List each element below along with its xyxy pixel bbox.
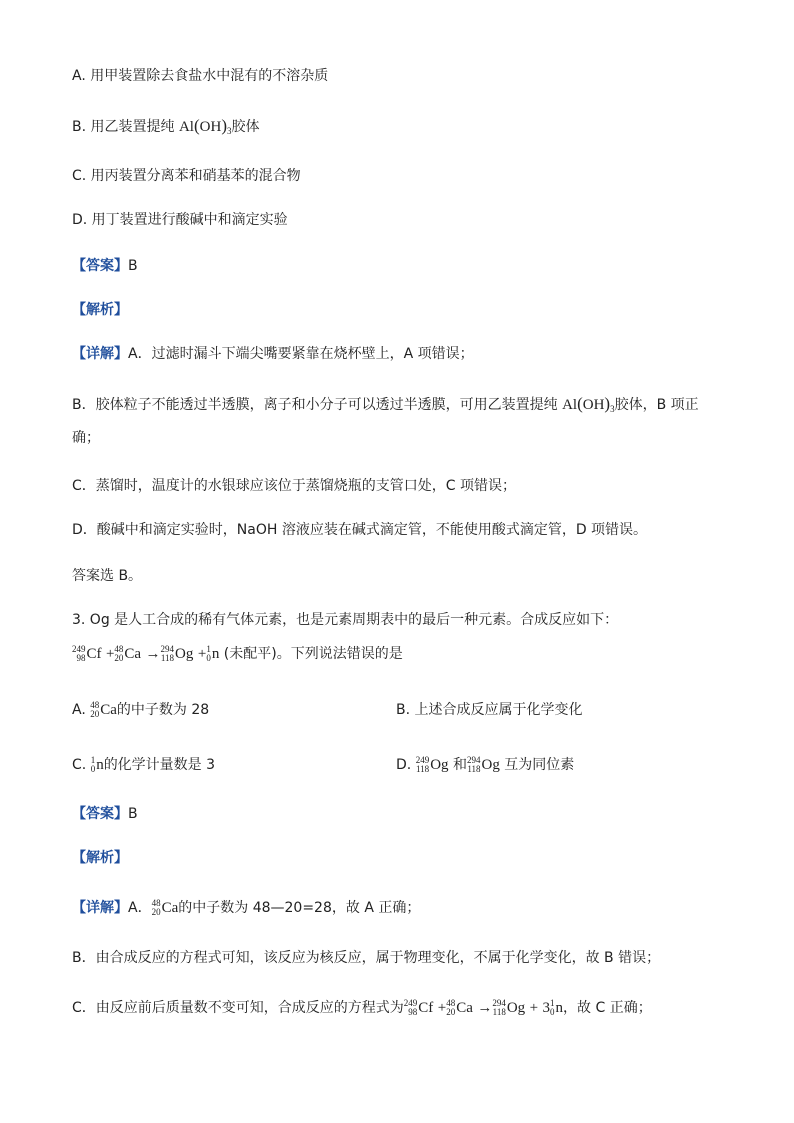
analysis-q2-line3: 确； [72, 430, 100, 446]
mass-number: 1 [206, 644, 211, 654]
option-q2-b-prefix: B. 用乙装置提纯 [72, 119, 179, 135]
analysis-q2-line2-suffix: 胶体，B 项正 [614, 397, 699, 413]
plus-sign: + [529, 1000, 539, 1016]
analysis-tag: 【解析】 [72, 302, 128, 318]
answer-value: B [128, 806, 138, 822]
detail-tag: 【详解】 [72, 900, 128, 916]
analysis-tag: 【解析】 [72, 850, 128, 866]
isotope-og-249 [416, 756, 430, 774]
mass-number: 48 [90, 700, 100, 710]
paren-close: ) [604, 394, 611, 413]
option-suffix: 互为同位素 [504, 757, 575, 773]
mass-number: 249 [403, 998, 418, 1008]
plus-sign: + [437, 1000, 447, 1016]
element-ca: Ca [100, 702, 117, 718]
isotope-ca [114, 645, 123, 663]
mass-number: 1 [90, 755, 96, 765]
analysis-q3-tag [72, 848, 128, 868]
answer-value: B [128, 258, 138, 274]
analysis-q2-line2 [72, 394, 699, 419]
mass-number: 48 [114, 644, 124, 654]
option-suffix: 的化学计量数是 3 [103, 757, 216, 773]
option-q3-d [396, 755, 574, 775]
element-cf: Cf [86, 646, 102, 662]
isotope-n [206, 645, 211, 663]
equation-note: (未配平)。下列说法错误的是 [223, 646, 403, 662]
answer-q3 [72, 804, 138, 824]
formula-al: Al [178, 119, 194, 135]
analysis-q3-lineB: B．由合成反应的方程式可知，该反应为核反应，属于物理变化，不属于化学变化，故 B 错误； [72, 950, 661, 966]
answer-tag: 【答案】 [72, 806, 128, 822]
detail-tag: 【详解】 [72, 346, 128, 362]
atomic-number: 0 [90, 764, 96, 774]
line-suffix: 的中子数为 48—20=28，故 A 正确； [178, 900, 421, 916]
mass-number: 294 [492, 998, 506, 1008]
atomic-number: 118 [467, 764, 481, 774]
element-n: n [96, 757, 104, 773]
formula-oh: OH [199, 119, 222, 135]
isotope-og-294 [467, 756, 481, 774]
atomic-number: 20 [90, 709, 100, 719]
arrow-icon: → [477, 1000, 493, 1016]
option-prefix: A. [72, 702, 91, 718]
formula-subscript: 3 [610, 404, 615, 414]
analysis-q2-line2-prefix: B．胶体粒子不能透过半透膜，离子和小分子可以透过半透膜，可用乙装置提纯 [72, 397, 563, 413]
atomic-number: 0 [550, 1007, 555, 1017]
element-n: n [555, 1000, 564, 1016]
atomic-number: 118 [492, 1007, 506, 1017]
analysis-q2-line4: C．蒸馏时，温度计的水银球应该位于蒸馏烧瓶的支管口处，C 项错误； [72, 478, 516, 494]
option-q2-b-suffix: 胶体 [231, 119, 260, 135]
isotope-ca [446, 999, 455, 1017]
mass-number: 294 [466, 755, 481, 765]
option-q2-a: A. 用甲装置除去食盐水中混有的不溶杂质 [72, 68, 329, 84]
mass-number: 48 [446, 998, 456, 1008]
atomic-number: 118 [160, 653, 175, 663]
element-n: n [211, 646, 220, 662]
analysis-q2-text1: A．过滤时漏斗下端尖嘴要紧靠在烧杯壁上，A 项错误； [128, 346, 474, 362]
element-cf: Cf [418, 1000, 434, 1016]
paren-open: ( [577, 394, 583, 413]
atomic-number: 20 [114, 653, 124, 663]
paren-close: ) [221, 116, 227, 135]
formula-oh: OH [582, 397, 605, 413]
atomic-number: 20 [151, 907, 161, 917]
answer-q2 [72, 256, 138, 276]
option-q2-c: C. 用丙装置分离苯和硝基苯的混合物 [72, 168, 301, 184]
option-q3-c [72, 755, 215, 775]
analysis-q3-lineA [72, 898, 420, 918]
mass-number: 249 [72, 644, 86, 654]
option-q3-b: B. 上述合成反应属于化学变化 [396, 702, 583, 718]
line-prefix: C．由反应前后质量数不变可知，合成反应的方程式为 [72, 1000, 404, 1016]
analysis-q3-lineC [72, 998, 652, 1018]
option-suffix: 的中子数为 28 [116, 702, 210, 718]
option-mid: 和 [452, 757, 467, 773]
isotope-cf [72, 645, 86, 663]
isotope-cf [404, 999, 418, 1017]
element-ca: Ca [161, 900, 179, 916]
formula-al: Al [562, 397, 578, 413]
mass-number: 294 [160, 644, 175, 654]
option-q2-b [72, 116, 259, 141]
line-prefix: A． [128, 900, 152, 916]
element-og: Og [175, 646, 194, 662]
atomic-number: 118 [416, 764, 430, 774]
isotope-ca [152, 899, 161, 917]
mass-number: 1 [550, 998, 555, 1008]
answer-tag: 【答案】 [72, 258, 128, 274]
isotope-og [161, 645, 175, 663]
atomic-number: 20 [446, 1007, 456, 1017]
element-og: Og [506, 1000, 526, 1016]
mass-number: 249 [415, 755, 430, 765]
option-prefix: D. [396, 757, 416, 773]
analysis-q2-line5: D．酸碱中和滴定实验时，NaOH 溶液应装在碱式滴定管，不能使用酸式滴定管，D 项错误。 [72, 522, 648, 538]
analysis-q2-conclusion: 答案选 B。 [72, 568, 143, 584]
option-q3-a [72, 700, 209, 720]
option-prefix: C. [72, 757, 91, 773]
element-ca: Ca [124, 646, 142, 662]
mass-number: 48 [151, 898, 161, 908]
plus-sign: + [197, 646, 207, 662]
option-q2-d: D. 用丁装置进行酸碱中和滴定实验 [72, 212, 288, 228]
atomic-number: 98 [76, 653, 86, 663]
arrow-icon: → [145, 646, 161, 662]
element-ca: Ca [456, 1000, 473, 1016]
paren-open: ( [193, 116, 200, 135]
isotope-n [550, 999, 555, 1017]
isotope-og [492, 999, 506, 1017]
atomic-number: 98 [408, 1007, 418, 1017]
formula-subscript: 3 [226, 126, 232, 136]
line-suffix: ，故 C 正确； [563, 1000, 652, 1016]
analysis-q2-tag [72, 300, 128, 320]
atomic-number: 0 [206, 653, 211, 663]
element-og: Og [481, 757, 500, 773]
coefficient: 3 [542, 1000, 551, 1016]
isotope-ca [90, 701, 99, 719]
plus-sign: + [105, 646, 115, 662]
element-og: Og [430, 757, 449, 773]
question3-stem: 3. Og 是人工合成的稀有气体元素，也是元素周期表中的最后一种元素。合成反应如下： [72, 612, 619, 628]
isotope-n [91, 756, 96, 774]
analysis-q2-line1 [72, 344, 474, 364]
question3-equation [72, 644, 403, 664]
